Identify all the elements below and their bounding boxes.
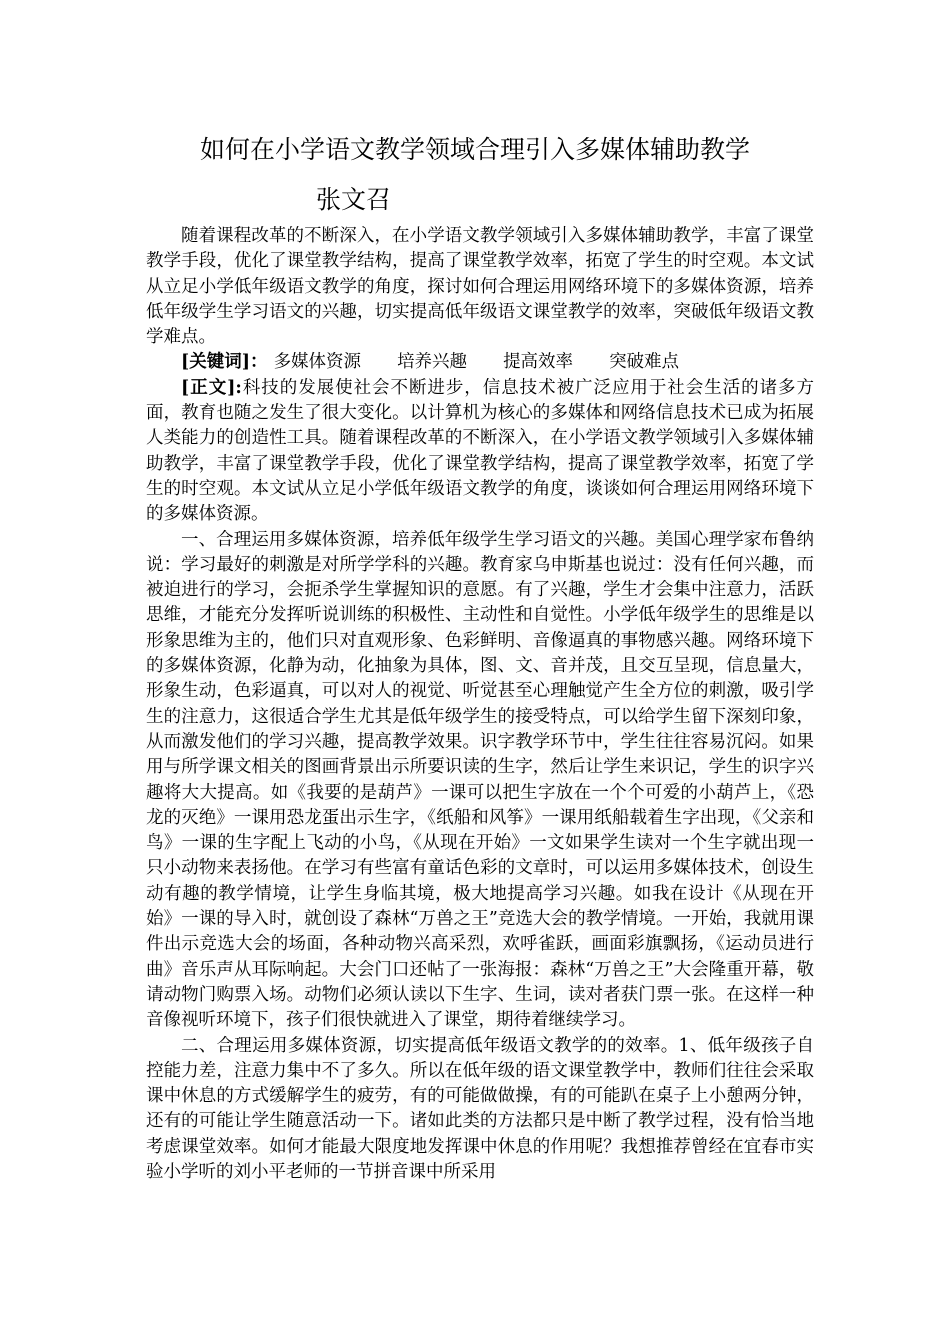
section-one-paragraph: 一、合理运用多媒体资源，培养低年级学生学习语文的兴趣。美国心理学家布鲁纳说：学习最好的刺激是对所学学科的兴趣。教育家乌申斯基也说过：没有任何兴趣，而被迫进行的学习，会扼杀学生掌握知识的意愿。有了兴趣，学生才会集中注意力，活跃思维，才能充分发挥听说训练的积极性、主动性和自觉性。小学低年级学生的思维是以形象思维为主的，他们只对直观形象、色彩鲜明、音像逼真的事物感兴趣。网络环境下的多媒体资源，化静为动，化抽象为具体，图、文、音并茂，且交互呈现，信息量大，形象生动，色彩逼真，可以对人的视觉、听觉甚至心理触觉产生全方位的刺激，吸引学生的注意力，这很适合学生尤其是低年级学生的接受特点，可以给学生留下深刻印象，从而激发他们的学习兴趣，提高教学效果。识字教学环节中，学生往往容易沉闷。如果用与所学课文相关的图画背景出示所要识读的生字，然后让学生来识记，学生的识字兴趣将大大提高。如《我要的是葫芦》一课可以把生字放在一个个可爱的小葫芦上，《恐龙的灭绝》一课用恐龙蛋出示生字，《纸船和风筝》一课用纸船载着生字出现，《父亲和鸟》一课的生字配上飞动的小鸟，《从现在开始》一文如果学生读对一个生字就出现一只小动物来表扬他。在学习有些富有童话色彩的文章时，可以运用多媒体技术，创设生动有趣的教学情境，让学生身临其境，极大地提高学习兴趣。如我在设计《从现在开始》一课的导入时，就创设了森林“万兽之王”竞选大会的教学情境。一开始，我就用课件出示竞选大会的场面，各种动物兴高采烈，欢呼雀跃，画面彩旗飘扬，《运动员进行曲》音乐声从耳际响起。大会门口还帖了一张海报：森林“万兽之王”大会隆重开幕，敬请动物门购票入场。动物们必须认读以下生字、生词，读对者获门票一张。在这样一种音像视听环境下，孩子们很快就进入了课堂，期待着继续学习。 [146,529,814,1031]
keyword-item: 多媒体资源 [273,352,362,373]
document-title: 如何在小学语文教学领域合理引入多媒体辅助教学 [199,135,750,164]
keyword-item: 提高效率 [503,352,574,373]
keywords-label: [关键词]： [181,352,268,373]
main-text-label: [正文]: [181,377,242,398]
document-author: 张文召 [316,185,392,214]
keyword-item: 突破难点 [609,352,680,373]
section-two-paragraph: 二、合理运用多媒体资源，切实提高低年级语文教学的的效率。1、低年级孩子自控能力差，注意力集中不了多久。所以在低年级的语文课堂教学中，教师们往往会采取课中休息的方式缓解学生的疲劳，有的可能做做操，有的可能趴在桌子上小憩两分钟，还有的可能让学生随意活动一下。诸如此类的方法都只是中断了教学过程，没有恰当地考虑课堂效率。如何才能最大限度地发挥课中休息的作用呢？我想推荐曾经在宜春市实验小学听的刘小平老师的一节拼音课中所采用 [146,1035,814,1182]
keyword-item: 培养兴趣 [397,352,468,373]
document-body [146,224,814,1185]
main-text-paragraph [146,376,814,528]
keywords-line [146,350,814,375]
abstract-paragraph: 随着课程改革的不断深入，在小学语文教学领域引入多媒体辅助教学，丰富了课堂教学手段，优化了课堂教学结构，提高了课堂教学效率，拓宽了学生的时空观。本文试从立足小学低年级语文教学的角度，探讨如何合理运用网络环境下的多媒体资源，培养低年级学生学习语文的兴趣，切实提高低年级语文课堂教学的效率，突破低年级语文教学难点。 [146,226,814,348]
main-text-intro: 科技的发展使社会不断进步，信息技术被广泛应用于社会生活的诸多方面，教育也随之发生了很大变化。以计算机为核心的多媒体和网络信息技术已成为拓展人类能力的创造性工具。随着课程改革的不断深入，在小学语文教学领域引入多媒体辅助教学，丰富了课堂教学手段，优化了课堂教学结构，提高了课堂教学效率，拓宽了学生的时空观。本文试从立足小学低年级语文教学的角度，谈谈如何合理运用网络环境下的多媒体资源。 [146,377,814,525]
